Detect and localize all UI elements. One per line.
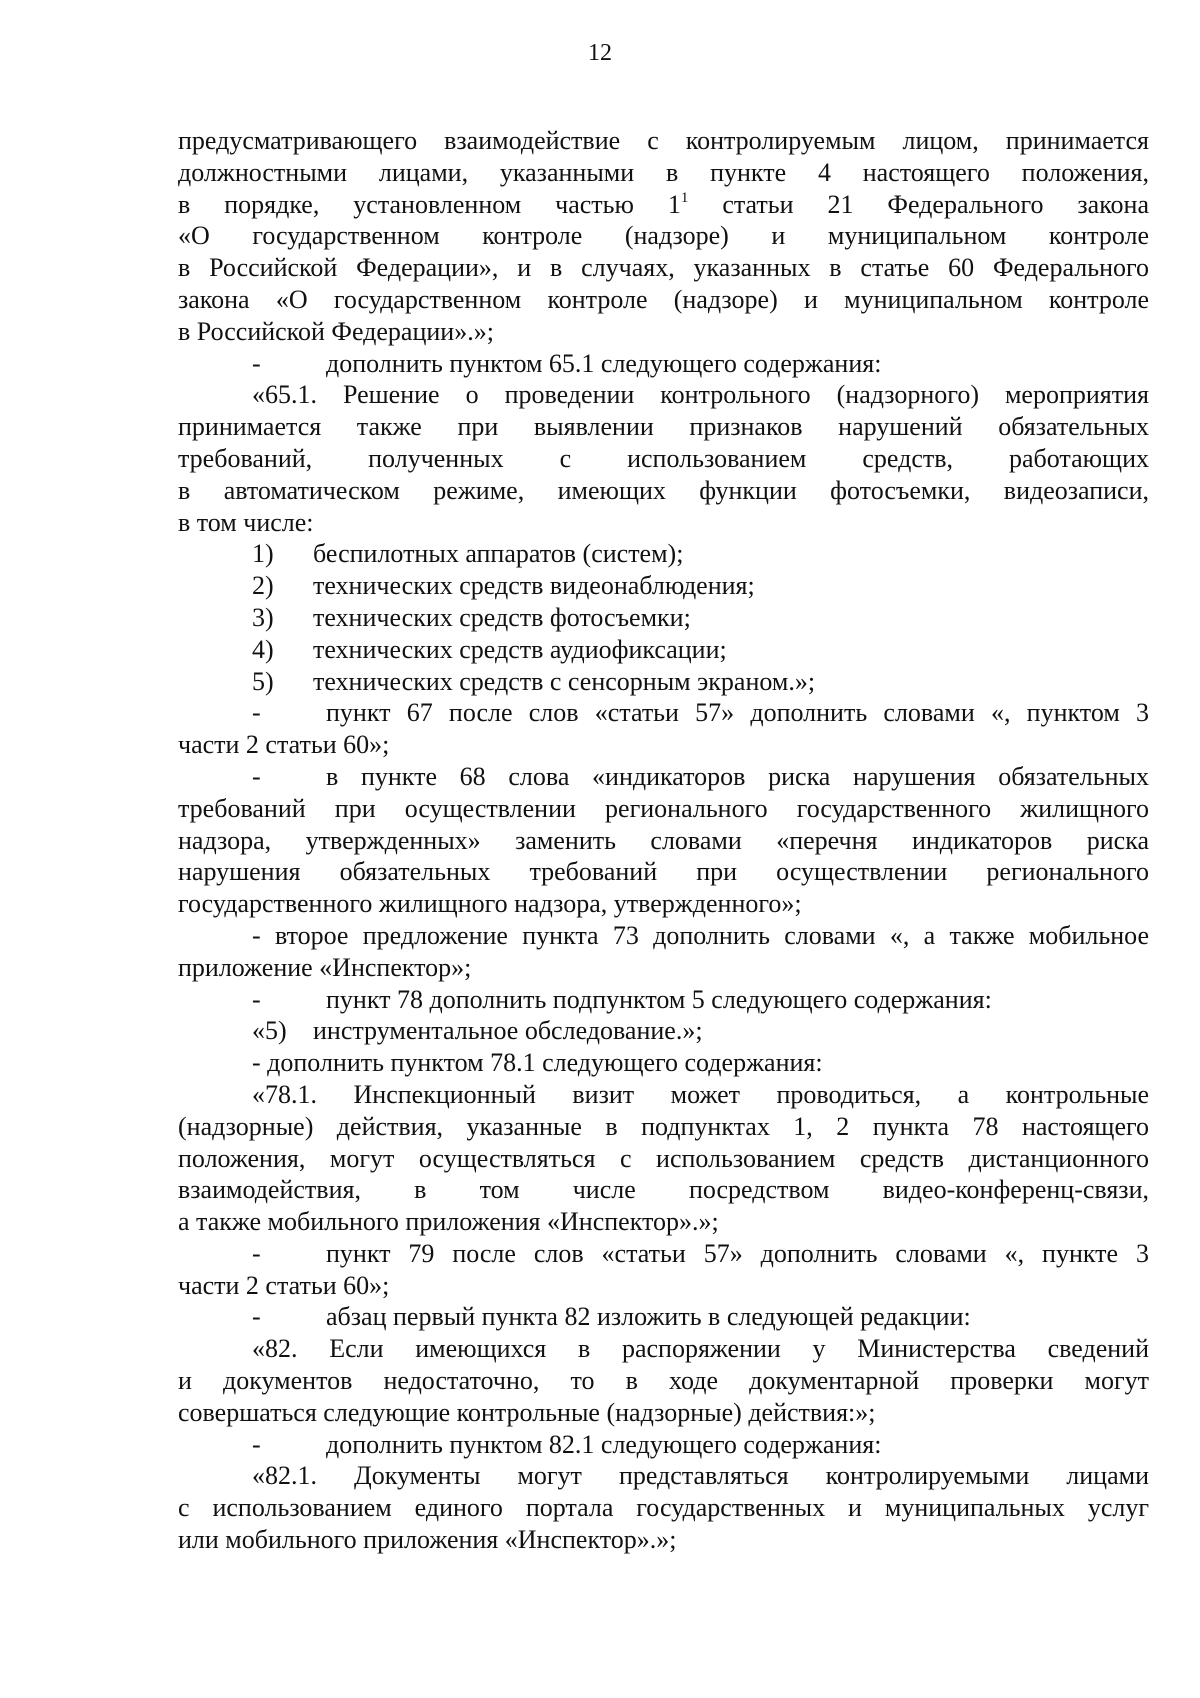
text-line: [178, 856, 1149, 888]
line-text: с использованием единого портала государственных и муниципальных услуг: [178, 1493, 1149, 1523]
line-text: положения, могут осуществляться с использованием средств дистанционного: [178, 1143, 1149, 1173]
list-dash: -: [252, 984, 261, 1014]
line-text: пункт 78 дополнить подпунктом 5 следующего содержания:: [326, 984, 992, 1014]
list-number: 3): [252, 602, 274, 632]
line-text: технических средств фотосъемки;: [313, 602, 691, 632]
text-line: [178, 1397, 1149, 1429]
text-line: [178, 697, 1149, 729]
line-text: абзац первый пункта 82 изложить в следующей редакции:: [326, 1302, 971, 1332]
line-text: в Российской Федерации», и в случаях, указанных в статье 60 Федерального: [178, 253, 1149, 283]
list-dash: -: [252, 761, 261, 791]
text-line: [178, 1238, 1149, 1270]
text-line: [178, 1429, 1149, 1461]
line-text: «82. Если имеющихся в распоряжении у Министерства сведений: [252, 1334, 1149, 1364]
text-line: [178, 1174, 1149, 1206]
line-text: государственного жилищного надзора, утвержденного»;: [178, 889, 802, 919]
line-text: - дополнить пунктом 78.1 следующего содержания:: [252, 1048, 823, 1078]
text-line: [178, 666, 1149, 698]
page-number: 12: [588, 40, 612, 66]
line-text: должностными лицами, указанными в пункте 4 настоящего положения,: [178, 157, 1149, 187]
text-line: [178, 634, 1149, 666]
list-dash: -: [252, 1238, 261, 1268]
superscript: 1: [680, 189, 689, 206]
text-line: [178, 1111, 1149, 1143]
text-line: [178, 1460, 1149, 1492]
line-text: в автоматическом режиме, имеющих функции фотосъемки, видеозаписи,: [178, 475, 1149, 505]
line-text: совершаться следующие контрольные (надзорные) действия:»;: [178, 1397, 876, 1427]
text-line: [178, 411, 1149, 443]
list-dash: -: [252, 698, 261, 728]
text-line: [178, 1270, 1149, 1302]
line-text: принимается также при выявлении признаков нарушений обязательных: [178, 412, 1149, 442]
line-text: в том числе:: [178, 507, 314, 537]
line-text: требований, полученных с использованием средств, работающих: [178, 443, 1149, 473]
line-text: «О государственном контроле (надзоре) и муниципальном контроле: [178, 221, 1149, 251]
line-text: дополнить пунктом 65.1 следующего содержания:: [326, 348, 882, 378]
text-line: [178, 1206, 1149, 1238]
line-text: приложение «Инспектор»;: [178, 952, 472, 982]
text-line: [178, 920, 1149, 952]
line-text: статьи 21 Федерального закона: [688, 189, 1149, 219]
text-line: [178, 189, 1149, 221]
text-line: [178, 1301, 1149, 1333]
text-line: [178, 1079, 1149, 1111]
list-number: «5): [252, 1016, 287, 1046]
line-text: пункт 67 после слов «статьи 57» дополнить словами «, пунктом 3: [326, 698, 1149, 728]
line-text: дополнить пунктом 82.1 следующего содержания:: [326, 1429, 882, 1459]
text-line: [178, 157, 1149, 189]
text-line: [178, 825, 1149, 857]
line-text: части 2 статьи 60»;: [178, 730, 390, 760]
line-text: требований при осуществлении регионального государственного жилищного: [178, 793, 1149, 823]
text-line: [178, 570, 1149, 602]
list-dash: -: [252, 1429, 261, 1459]
line-text: - второе предложение пункта 73 дополнить словами «, а также мобильное: [252, 920, 1149, 950]
line-text: «78.1. Инспекционный визит может проводиться, а контрольные: [252, 1079, 1149, 1109]
line-text: (надзорные) действия, указанные в подпунктах 1, 2 пункта 78 настоящего: [178, 1111, 1149, 1141]
line-text: в порядке, установленном частью 1: [178, 189, 681, 219]
line-text: или мобильного приложения «Инспектор».»;: [178, 1525, 677, 1555]
text-line: [178, 220, 1149, 252]
line-text: а также мобильного приложения «Инспектор».»;: [178, 1207, 719, 1237]
text-line: [178, 1333, 1149, 1365]
line-text: взаимодействия, в том числе посредством видео-конференц-связи,: [178, 1175, 1149, 1205]
text-line: [178, 284, 1149, 316]
line-text: в Российской Федерации».»;: [178, 316, 494, 346]
text-line: [178, 1143, 1149, 1175]
text-line: [178, 984, 1149, 1016]
list-number: 2): [252, 571, 274, 601]
text-line: [178, 475, 1149, 507]
list-number: 1): [252, 539, 274, 569]
line-text: закона «О государственном контроле (надзоре) и муниципальном контроле: [178, 284, 1149, 314]
line-text: технических средств аудиофиксации;: [313, 634, 727, 664]
line-text: беспилотных аппаратов (систем);: [313, 539, 684, 569]
text-line: [178, 888, 1149, 920]
text-line: [178, 1047, 1149, 1079]
line-text: технических средств с сенсорным экраном.»;: [313, 666, 816, 696]
text-line: [178, 729, 1149, 761]
list-dash: -: [252, 1302, 261, 1332]
line-text: предусматривающего взаимодействие с контролируемым лицом, принимается: [178, 126, 1149, 155]
line-text: «65.1. Решение о проведении контрольного (надзорного) мероприятия: [252, 380, 1149, 410]
document-body: [178, 125, 1149, 1556]
text-line: [178, 507, 1149, 539]
line-text: пункт 79 после слов «статьи 57» дополнить словами «, пункте 3: [326, 1238, 1149, 1268]
text-line: [178, 252, 1149, 284]
line-text: «82.1. Документы могут представляться контролируемыми лицами: [252, 1461, 1149, 1491]
text-line: [178, 1365, 1149, 1397]
text-line: [178, 538, 1149, 570]
text-line: [178, 125, 1149, 157]
text-line: [178, 761, 1149, 793]
line-text: в пункте 68 слова «индикаторов риска нарушения обязательных: [326, 761, 1149, 791]
text-line: [178, 443, 1149, 475]
text-line: [178, 793, 1149, 825]
list-dash: -: [252, 348, 261, 378]
text-line: [178, 316, 1149, 348]
text-line: [178, 1524, 1149, 1556]
line-text: инструментальное обследование.»;: [313, 1016, 703, 1046]
line-text: технических средств видеонаблюдения;: [313, 571, 755, 601]
text-line: [178, 379, 1149, 411]
text-line: [178, 952, 1149, 984]
line-text: нарушения обязательных требований при осуществлении регионального: [178, 857, 1149, 887]
text-line: [178, 1015, 1149, 1047]
list-number: 5): [252, 666, 274, 696]
line-text: надзора, утвержденных» заменить словами «перечня индикаторов риска: [178, 825, 1149, 855]
list-number: 4): [252, 634, 274, 664]
text-line: [178, 602, 1149, 634]
text-line: [178, 1492, 1149, 1524]
line-text: части 2 статьи 60»;: [178, 1270, 390, 1300]
text-line: [178, 348, 1149, 380]
line-text: и документов недостаточно, то в ходе документарной проверки могут: [178, 1366, 1149, 1396]
